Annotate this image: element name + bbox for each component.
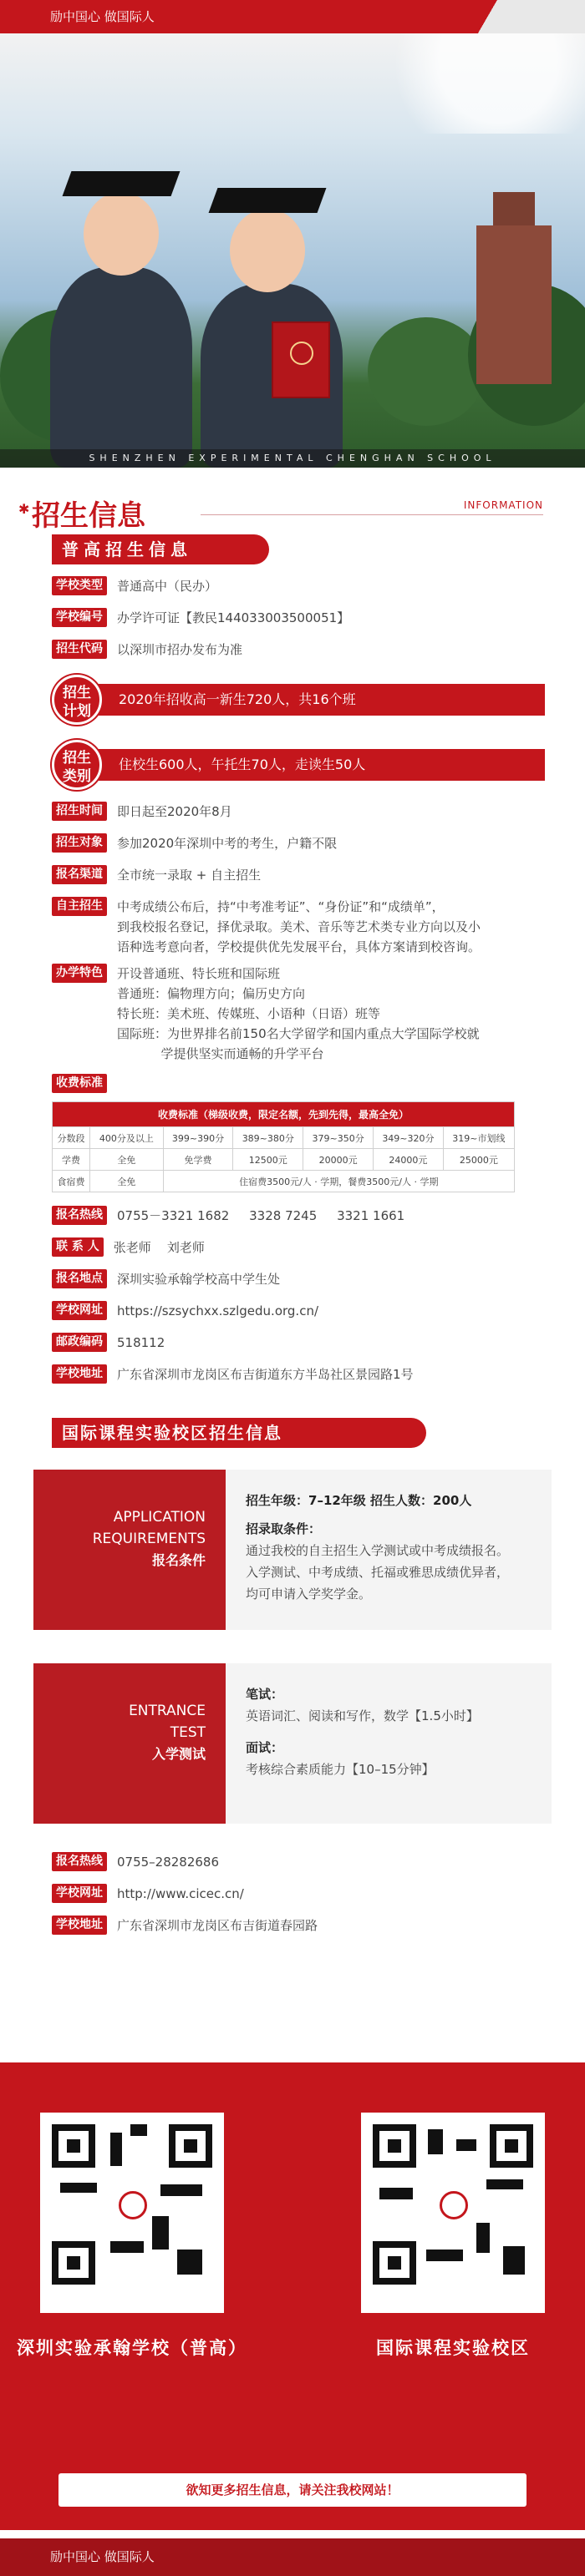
fee-table-header: 收费标准（梯级收费，限定名额，先到先得，最高全免） [53,1102,515,1127]
info-row [0,576,585,596]
info-tag: 招生对象 [52,833,107,853]
info-value: 广东省深圳市龙岗区布吉街道春园路 [117,1918,318,1933]
red-book [272,321,330,398]
info-tag: 学校类型 [52,576,107,595]
plan-row [52,675,585,725]
plan-badge: 招生 计划 [52,675,102,725]
qr-left-label: 深圳实验承翰学校（普高） [17,2338,247,2358]
info-value: 普通高中（民办） [117,579,218,594]
info-value: 以深圳市招办发布为准 [117,642,243,657]
info-row [0,1269,585,1289]
autonomy-row: 自主招生 中考成绩公布后，持“中考准考证”、“身份证”和“成绩单”， 到我校报名登记，择优录取。美术、音乐等艺术类专业方向以及小 语种选考意向者，学校提供优先发展平台，具体方案请到校咨询。 [0,897,585,957]
info-tag: 邮政编码 [52,1333,107,1352]
info-row [0,1916,585,1936]
qr-code-right[interactable] [361,2113,545,2313]
school-name-strip: SHENZHEN EXPERIMENTAL CHENGHAN SCHOOL [0,449,585,468]
shield-logo-icon [440,2191,468,2219]
application-card: APPLICATION REQUIREMENTS 报名条件 招生年级：7–12年级 招生人数：200人 招录取条件： 通过我校的自主招生入学测试或中考成绩报名。 入学测试、中考成绩、托福或雅思成绩优异者， 均可申请入学奖学金。 [33,1470,552,1630]
category-badge: 招生 类别 [52,740,102,790]
info-tag: 报名热线 [52,1206,107,1225]
info-value: 全市统一录取 + 自主招生 [117,868,262,883]
info-value: 即日起至2020年8月 [117,804,232,819]
category-row [52,740,585,790]
intl-contact-list [0,1852,585,1936]
qr-section [0,2062,585,2530]
info-value: https://szsychxx.szlgedu.org.cn/ [117,1303,319,1318]
plan-text: 2020年招收高一新生720人，共16个班 [94,684,545,716]
features-row: 办学特色 开设普通班、特长班和国际班 普通班：偏物理方向；偏历史方向 特长班：美术班、传媒班、小语种（日语）班等 国际班：为世界排名前150名大学留学和国内重点大学国际学校就 学提供坚实而通畅的升学平台 [0,964,585,1064]
enroll-info-list [0,802,585,885]
info-tag: 学校地址 [52,1364,107,1384]
table-row: 分数段 400分及以上 399~390分 389~380分 379~350分 349~320分 319~市划线 [53,1127,515,1149]
fee-row [0,1074,585,1093]
castle-building [476,225,552,384]
info-tag: 报名热线 [52,1852,107,1871]
info-tag: 学校地址 [52,1916,107,1935]
intl-band: 国际课程实验校区招生信息 [52,1418,426,1448]
intl-cards [33,1470,552,1824]
qr-code-left[interactable] [40,2113,224,2313]
school-logo-icon [119,2191,147,2219]
banner-decoration [451,0,585,33]
tree [368,317,485,426]
top-banner [0,0,585,33]
info-value: 0755－3321 1682 3328 7245 3321 1661 [117,1208,405,1223]
graduation-cap-icon [63,171,181,196]
info-row [0,608,585,628]
autonomy-tag: 自主招生 [52,897,107,916]
info-value: 深圳实验承翰学校高中学生处 [117,1272,281,1287]
info-row [0,802,585,822]
info-value: 参加2020年深圳中考的考生，户籍不限 [117,836,338,851]
general-info-list [0,576,585,660]
info-row [0,1206,585,1226]
info-row [0,1301,585,1321]
info-value: 办学许可证【教民144033003500051】 [117,610,350,625]
info-value: 518112 [117,1335,165,1350]
info-row [0,865,585,885]
info-row [0,1364,585,1384]
info-tag: 学校网址 [52,1884,107,1903]
contact-list [0,1206,585,1384]
general-band: 普高招生信息 [52,534,269,564]
info-tag: 报名地点 [52,1269,107,1288]
fee-tag: 收费标准 [52,1074,107,1093]
bottom-banner [0,2538,585,2576]
fee-table [52,1101,515,1192]
section-header [0,476,585,534]
category-text: 住校生600人，午托生70人，走读生50人 [94,749,545,781]
bottom-slogan: 励中国心 做国际人 [50,2549,155,2564]
info-row [0,1237,585,1258]
info-tag: 联 系 人 [52,1237,104,1257]
section-title: 招生信息 [32,499,145,533]
graduation-cap-icon [209,188,327,213]
hero-photo [0,33,585,468]
info-value: 0755–28282686 [117,1855,220,1870]
info-row [0,1884,585,1904]
info-tag: 报名渠道 [52,865,107,884]
table-row: 食宿费 全免 住宿费3500元/人 · 学期，餐费3500元/人 · 学期 [53,1171,515,1192]
info-row [0,833,585,853]
entrance-card: ENTRANCE TEST 入学测试 笔试： 英语词汇、阅读和写作，数学【1.5小时】 面试： 考核综合素质能力【10–15分钟】 [33,1663,552,1824]
features-tag: 办学特色 [52,964,107,983]
star-icon: ✱ [18,501,30,517]
qr-right-label: 国际课程实验校区 [376,2338,530,2358]
info-row [0,640,585,660]
info-tag: 学校网址 [52,1301,107,1320]
info-value: 广东省深圳市龙岗区布吉街道东方半岛社区景园路1号 [117,1367,414,1382]
table-row: 学费 全免 免学费 12500元 20000元 24000元 25000元 [53,1149,515,1171]
info-tag: 招生时间 [52,802,107,821]
info-tag: 招生代码 [52,640,107,659]
notice-banner: 欲知更多招生信息，请关注我校网站！ [58,2473,526,2507]
top-slogan: 励中国心 做国际人 [50,9,155,24]
info-value: 张老师 刘老师 [113,1240,205,1255]
info-tag: 学校编号 [52,608,107,627]
section-subtitle: INFORMATION [463,499,543,511]
info-row [0,1852,585,1872]
info-row [0,1333,585,1353]
divider [201,514,543,515]
student-boy [50,267,192,468]
info-value: http://www.cicec.cn/ [117,1886,244,1901]
